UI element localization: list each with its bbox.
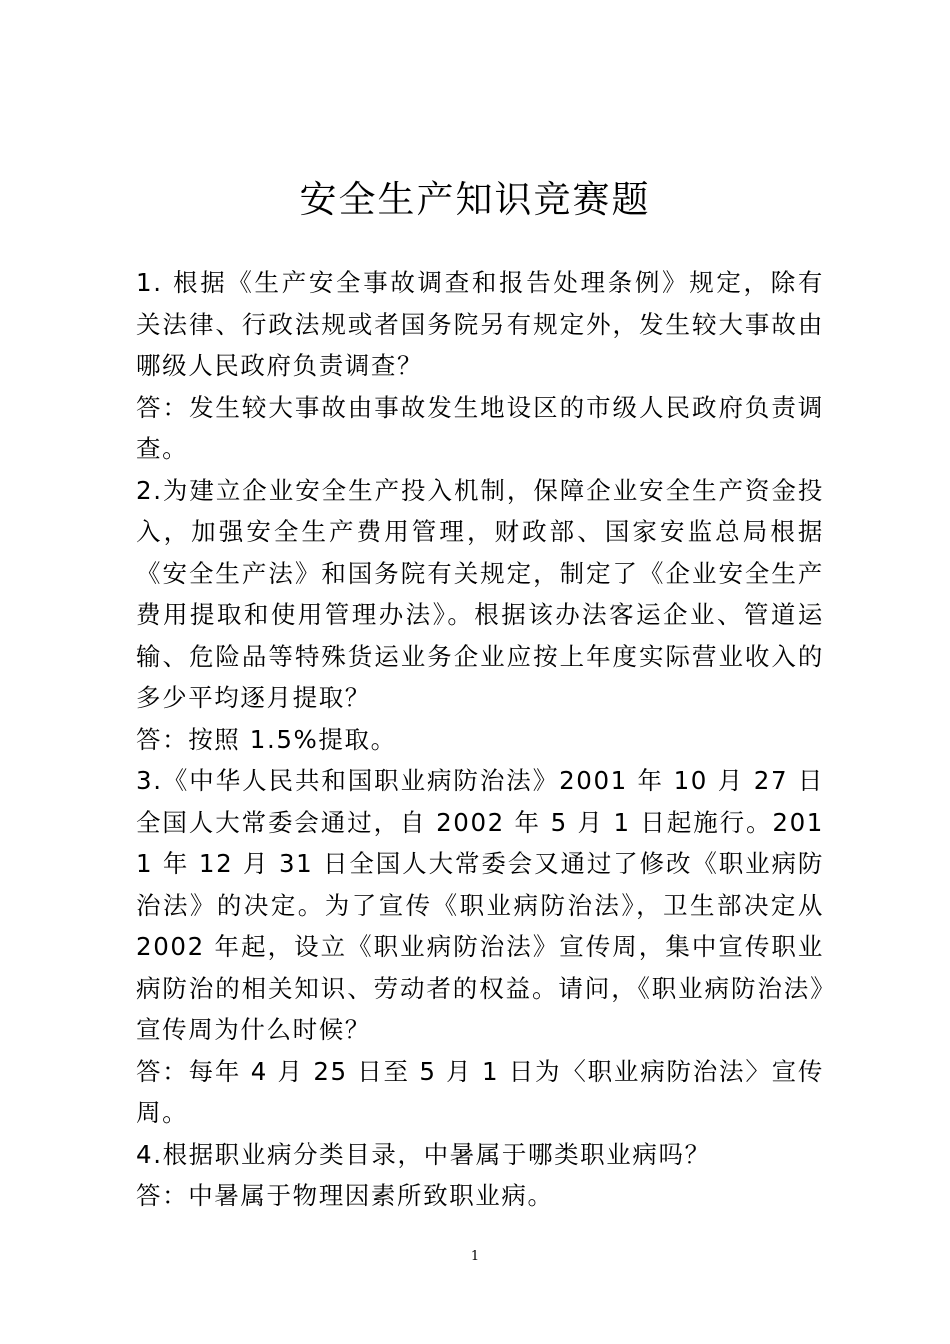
document-body — [136, 262, 824, 1217]
page-number: 1 — [470, 1249, 480, 1264]
question-4: 4.根据职业病分类目录，中暑属于哪类职业病吗？ — [136, 1139, 711, 1169]
question-2: 2.为建立企业安全生产投入机制，保障企业安全生产资金投入，加强安全生产费用管理，财政部、国家安监总局根据《安全生产法》和国务院有关规定，制定了《企业安全生产费用提取和使用管理办法》。根据该办法客运企业、管道运输、危险品等特殊货运业务企业应按上年度实际营业收入的多少平均逐月提取？ — [136, 475, 824, 712]
question-1: 1. 根据《生产安全事故调查和报告处理条例》规定，除有关法律、行政法规或者国务院另有规定外，发生较大事故由哪级人民政府负责调查？ — [136, 268, 824, 380]
answer-1: 答：发生较大事故由事故发生地设区的市级人民政府负责调查。 — [136, 392, 824, 463]
question-3: 3.《中华人民共和国职业病防治法》2001 年 10 月 27 日全国人大常委会通过，自 2002 年 5 月 1 日起施行。2011 年 12 月 31 日全国人大常委会又通过了修改《职业病防治法》的决定。为了宣传《职业病防治法》，卫生部决定从 2002 年起，设立《职业病防治法》宣传周，集中宣传职业病防治的相关知识、劳动者的权益。请问，《职业病防治法》宣传周为什么时候？ — [136, 766, 824, 1044]
answer-3: 答：每年 4 月 25 日至 5 月 1 日为〈职业病防治法〉宣传周。 — [136, 1056, 824, 1127]
document-title: 安全生产知识竞赛题 — [299, 178, 651, 221]
answer-4: 答：中暑属于物理因素所致职业病。 — [136, 1181, 554, 1210]
answer-2: 答：按照 1.5%提取。 — [136, 724, 397, 754]
